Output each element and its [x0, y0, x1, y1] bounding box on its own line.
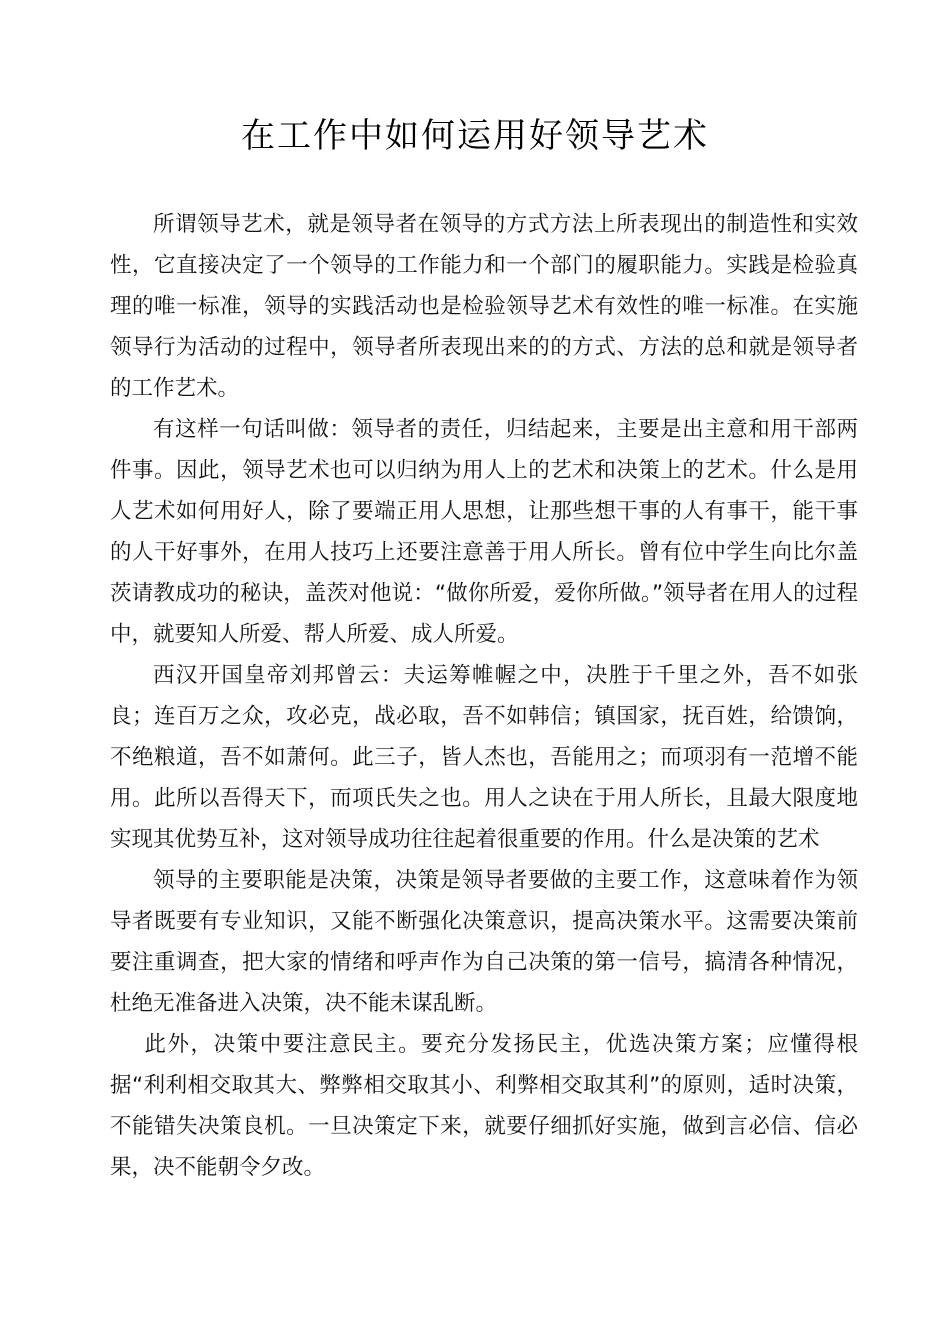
paragraph-5: 此外，决策中要注意民主。要充分发扬民主，优选决策方案；应懂得根据“利利相交取其大、弊弊相交取其小、利弊相交取其利”的原则，适时决策，不能错失决策良机。一旦决策定下来，就要仔细抓好实施，做到言必信、信必果，决不能朝令夕改。 — [110, 1032, 858, 1180]
paragraph-2: 有这样一句话叫做：领导者的责任，归结起来，主要是出主意和用干部两件事。因此，领导艺术也可以归纳为用人上的艺术和决策上的艺术。什么是用人艺术如何用好人，除了要端正用人思想，让那些想干事的人有事干，能干事的人干好事外，在用人技巧上还要注意善于用人所长。曾有位中学生向比尔盖茨请教成功的秘诀，盖茨对他说：“做你所爱，爱你所做。”领导者在用人的过程中，就要知人所爱、帮人所爱、成人所爱。 — [110, 417, 858, 647]
document-title: 在工作中如何运用好领导艺术 — [241, 116, 709, 156]
paragraph-3: 西汉开国皇帝刘邦曾云：夫运筹帷幄之中，决胜于千里之外，吾不如张良；连百万之众，攻必克，战必取，吾不如韩信；镇国家，抚百姓，给馈饷，不绝粮道，吾不如萧何。此三子，皆人杰也，吾能用之；而项羽有一范增不能用。此所以吾得天下，而项氏失之也。用人之诀在于用人所长，且最大限度地实现其优势互补，这对领导成功往往起着很重要的作用。什么是决策的艺术 — [110, 663, 858, 852]
document-body — [110, 204, 858, 1188]
paragraph-4: 领导的主要职能是决策，决策是领导者要做的主要工作，这意味着作为领导者既要有专业知识，又能不断强化决策意识，提高决策水平。这需要决策前要注重调查，把大家的情绪和呼声作为自己决策的第一信号，搞清各种情况，杜绝无准备进入决策，决不能未谋乱断。 — [110, 868, 858, 1016]
paragraph-1: 所谓领导艺术，就是领导者在领导的方式方法上所表现出的制造性和实效性，它直接决定了一个领导的工作能力和一个部门的履职能力。实践是检验真理的唯一标准，领导的实践活动也是检验领导艺术有效性的唯一标准。在实施领导行为活动的过程中，领导者所表现出来的的方式、方法的总和就是领导者的工作艺术。 — [110, 212, 858, 401]
